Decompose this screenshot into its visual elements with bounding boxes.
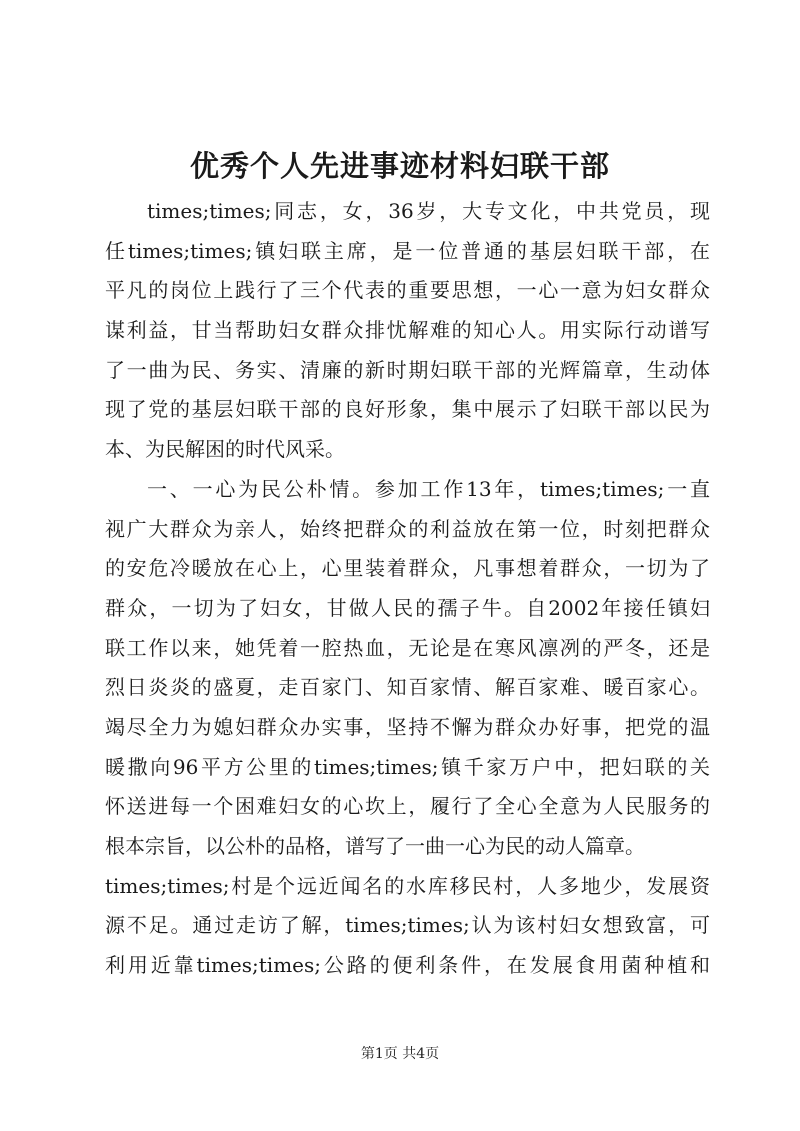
body-line: 任times;times;镇妇联主席，是一位普通的基层妇联干部，在 bbox=[105, 238, 710, 263]
body-line: 烈日炎炎的盛夏，走百家门、知百家情、解百家难、暖百家心。 bbox=[105, 675, 710, 700]
page-number: 第1页 共4页 bbox=[360, 1046, 440, 1062]
body-line: 暖撒向96平方公里的times;times;镇千家万户中，把妇联的关 bbox=[105, 754, 710, 779]
body-line: 现了党的基层妇联干部的良好形象，集中展示了妇联干部以民为 bbox=[105, 397, 710, 422]
body-line: 联工作以来，她凭着一腔热血，无论是在寒风凛冽的严冬，还是 bbox=[105, 635, 710, 660]
body-line: times;times;村是个远近闻名的水库移民村，人多地少，发展资 bbox=[105, 873, 710, 898]
body-line: 怀送进每一个困难妇女的心坎上，履行了全心全意为人民服务的 bbox=[105, 794, 710, 819]
body-line: 根本宗旨，以公朴的品格，谱写了一曲一心为民的动人篇章。 bbox=[105, 834, 645, 858]
body-line: 了一曲为民、务实、清廉的新时期妇联干部的光辉篇章，生动体 bbox=[105, 357, 710, 382]
body-line: 谋利益，甘当帮助妇女群众排忧解难的知心人。用实际行动谱写 bbox=[105, 318, 710, 343]
document-title: 优秀个人先进事迹材料妇联干部 bbox=[189, 149, 610, 183]
body-line: 群众，一切为了妇女，甘做人民的孺子牛。自2002年接任镇妇 bbox=[105, 595, 710, 620]
body-line: 源不足。通过走访了解，times;times;认为该村妇女想致富，可 bbox=[105, 913, 710, 938]
body-line: 平凡的岗位上践行了三个代表的重要思想，一心一意为妇女群众 bbox=[105, 278, 710, 303]
body-line: 的安危冷暖放在心上，心里装着群众，凡事想着群众，一切为了 bbox=[105, 556, 710, 581]
body-line: 竭尽全力为媳妇群众办实事，坚持不懈为群众办好事，把党的温 bbox=[105, 714, 710, 739]
body-line: times;times;同志，女，36岁，大专文化，中共党员，现 bbox=[147, 199, 710, 223]
body-line: 本、为民解困的时代风采。 bbox=[105, 437, 345, 462]
body-line: 一、一心为民公朴情。参加工作13年，times;times;一直 bbox=[147, 476, 710, 501]
document-body bbox=[105, 192, 710, 986]
body-line: 利用近靠times;times;公路的便利条件，在发展食用菌种植和 bbox=[105, 953, 710, 978]
body-line: 视广大群众为亲人，始终把群众的利益放在第一位，时刻把群众 bbox=[105, 516, 710, 541]
